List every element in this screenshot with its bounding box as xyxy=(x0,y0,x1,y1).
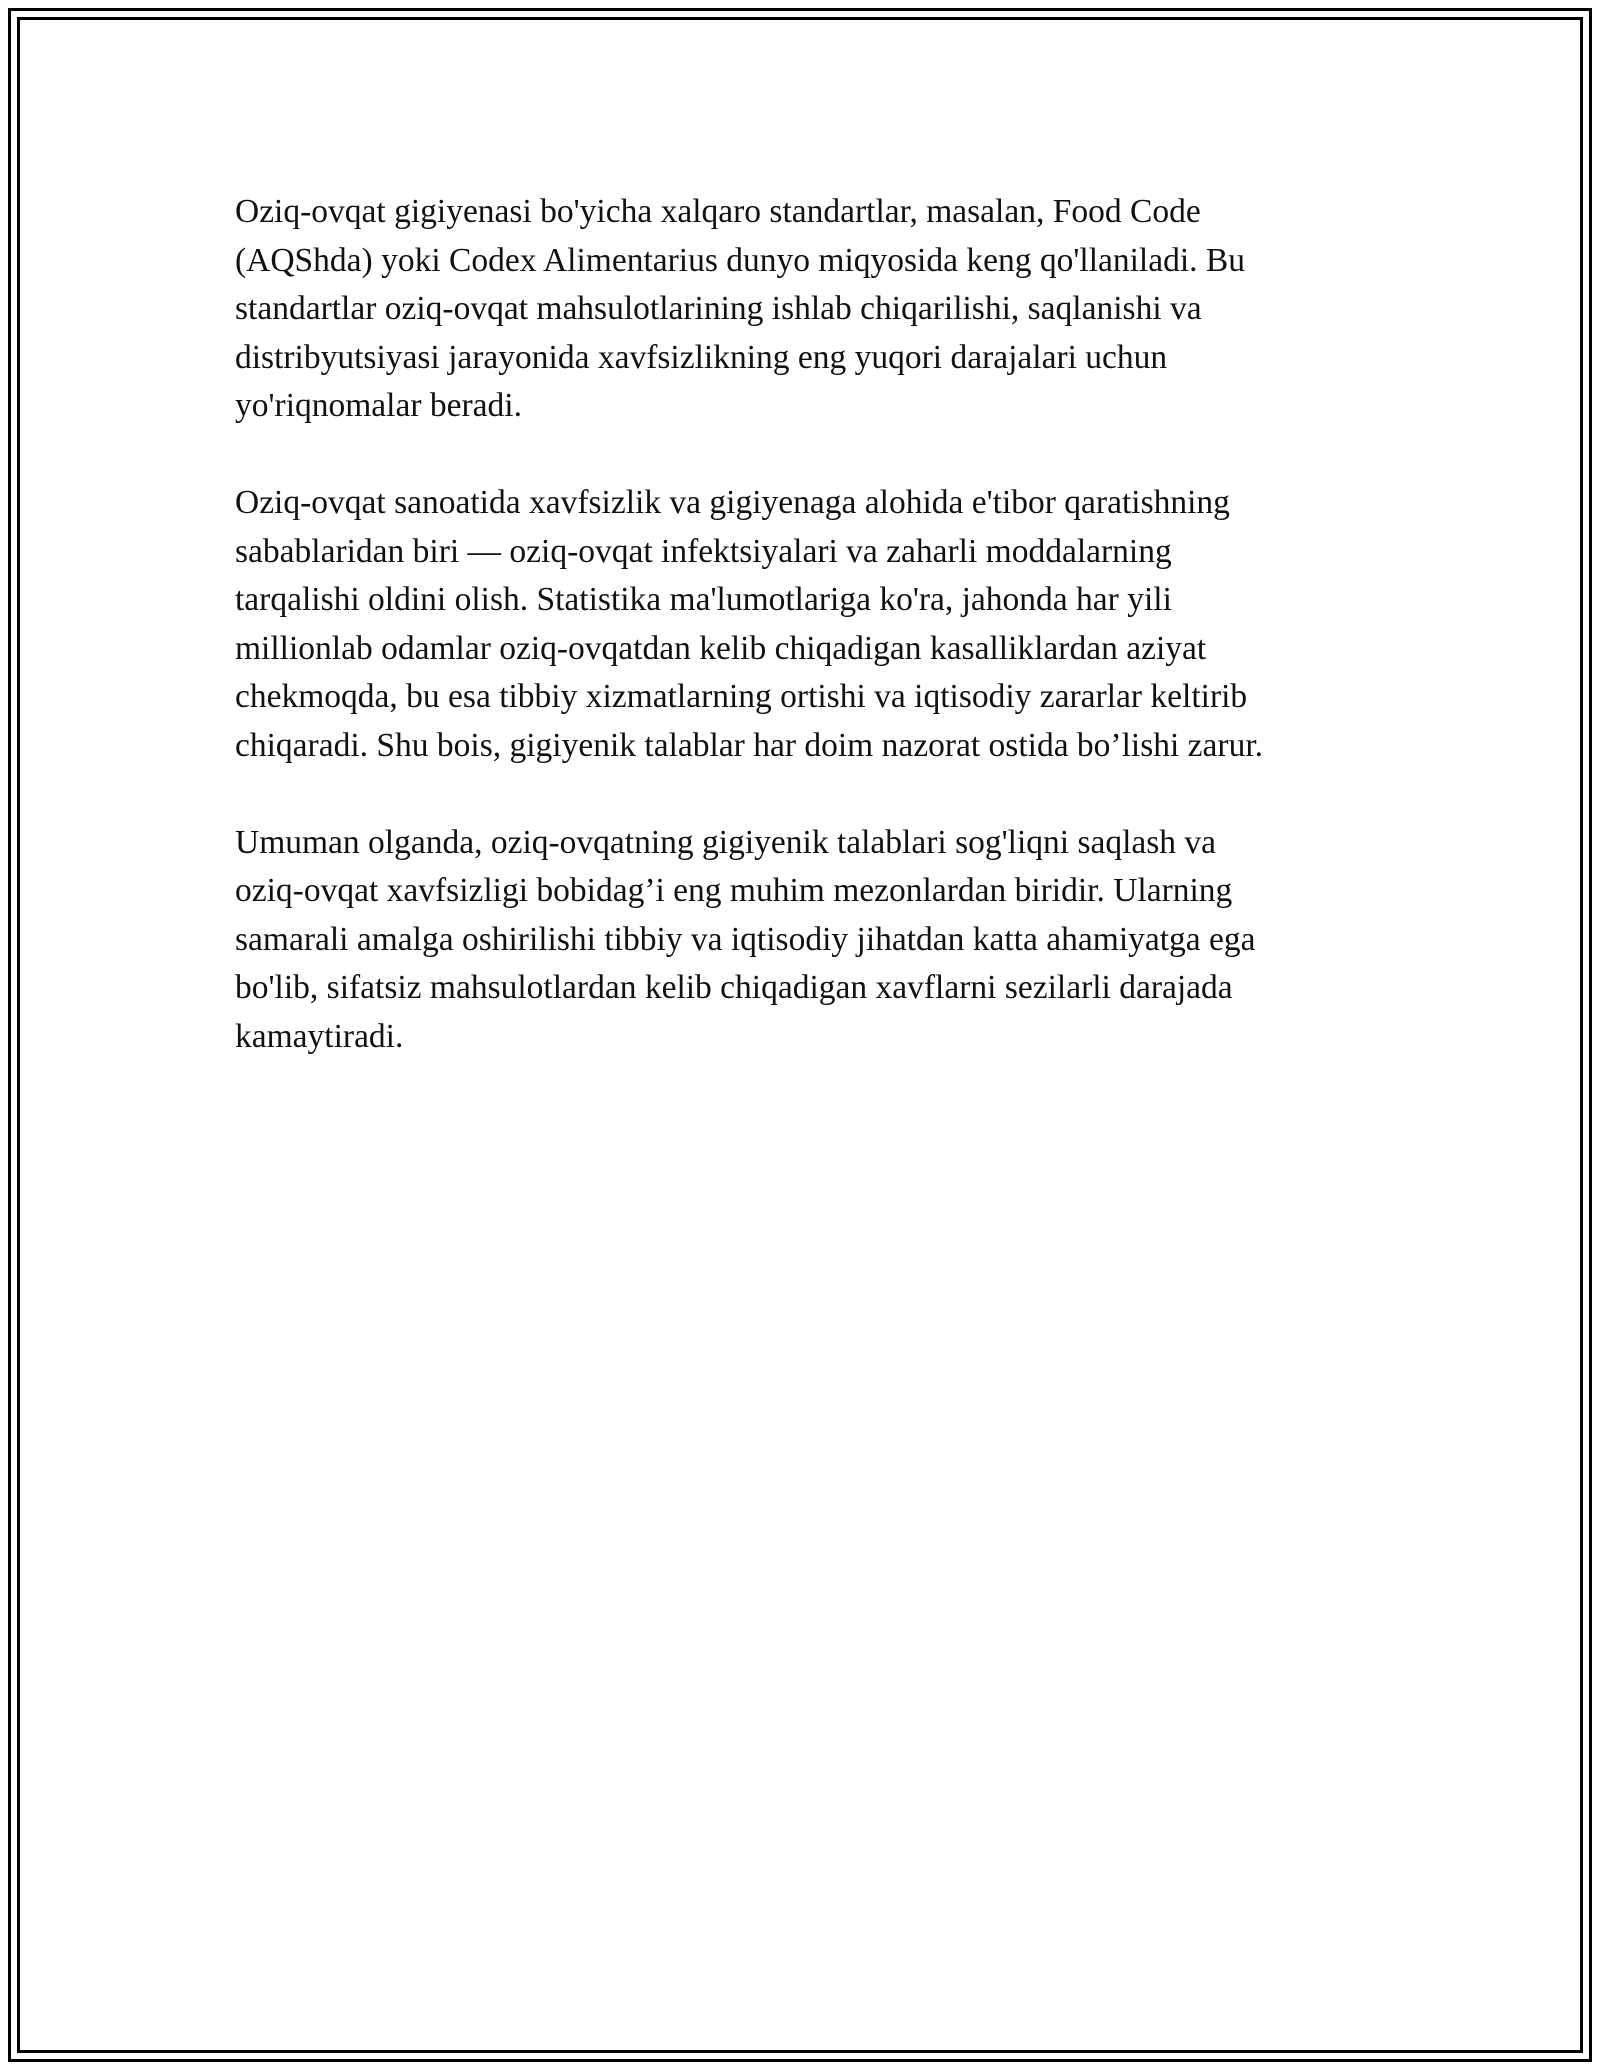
paragraph-line: (AQShda) yoki Codex Alimentarius dunyo miqyosida keng qo'llaniladi. Bu xyxy=(235,241,1246,279)
paragraph-line: millionlab odamlar oziq-ovqatdan kelib chiqadigan kasalliklardan aziyat xyxy=(235,629,1207,667)
paragraph-line: Oziq-ovqat sanoatida xavfsizlik va gigiyenaga alohida e'tibor qaratishning xyxy=(235,484,1230,521)
paragraph-line: Umuman olganda, oziq-ovqatning gigiyenik talablari sog'liqni saqlash va xyxy=(235,823,1217,861)
document-body xyxy=(235,188,1395,1110)
paragraph-line: samarali amalga oshirilishi tibbiy va iqtisodiy jihatdan katta ahamiyatga ega xyxy=(235,920,1256,958)
paragraph-line: yo'riqnomalar beradi. xyxy=(235,387,522,424)
paragraph-line: bo'lib, sifatsiz mahsulotlardan kelib chiqadigan xavflarni sezilarli darajada xyxy=(235,969,1233,1006)
paragraph-line: standartlar oziq-ovqat mahsulotlarining ishlab chiqarilishi, saqlanishi va xyxy=(235,290,1202,327)
paragraph-3 xyxy=(235,819,1395,1062)
paragraph-line: chiqaradi. Shu bois, gigiyenik talablar har doim nazorat ostida bo’lishi zarur. xyxy=(235,726,1263,764)
paragraph-line: kamaytiradi. xyxy=(235,1017,404,1055)
paragraph-line: oziq-ovqat xavfsizligi bobidag’i eng muhim mezonlardan biridir. Ularning xyxy=(235,872,1233,909)
paragraph-line: distribyutsiyasi jarayonida xavfsizlikning eng yuqori darajalari uchun xyxy=(235,338,1168,376)
paragraph-2 xyxy=(235,479,1395,770)
paragraph-line: chekmoqda, bu esa tibbiy xizmatlarning ortishi va iqtisodiy zararlar keltirib xyxy=(235,678,1248,715)
paragraph-line: Oziq-ovqat gigiyenasi bo'yicha xalqaro standartlar, masalan, Food Code xyxy=(235,193,1201,230)
paragraph-line: tarqalishi oldini olish. Statistika ma'lumotlariga ko'ra, jahonda har yili xyxy=(235,581,1172,618)
paragraph-1 xyxy=(235,188,1395,431)
paragraph-line: sabablaridan biri — oziq-ovqat infektsiyalari va zaharli moddalarning xyxy=(235,532,1172,570)
